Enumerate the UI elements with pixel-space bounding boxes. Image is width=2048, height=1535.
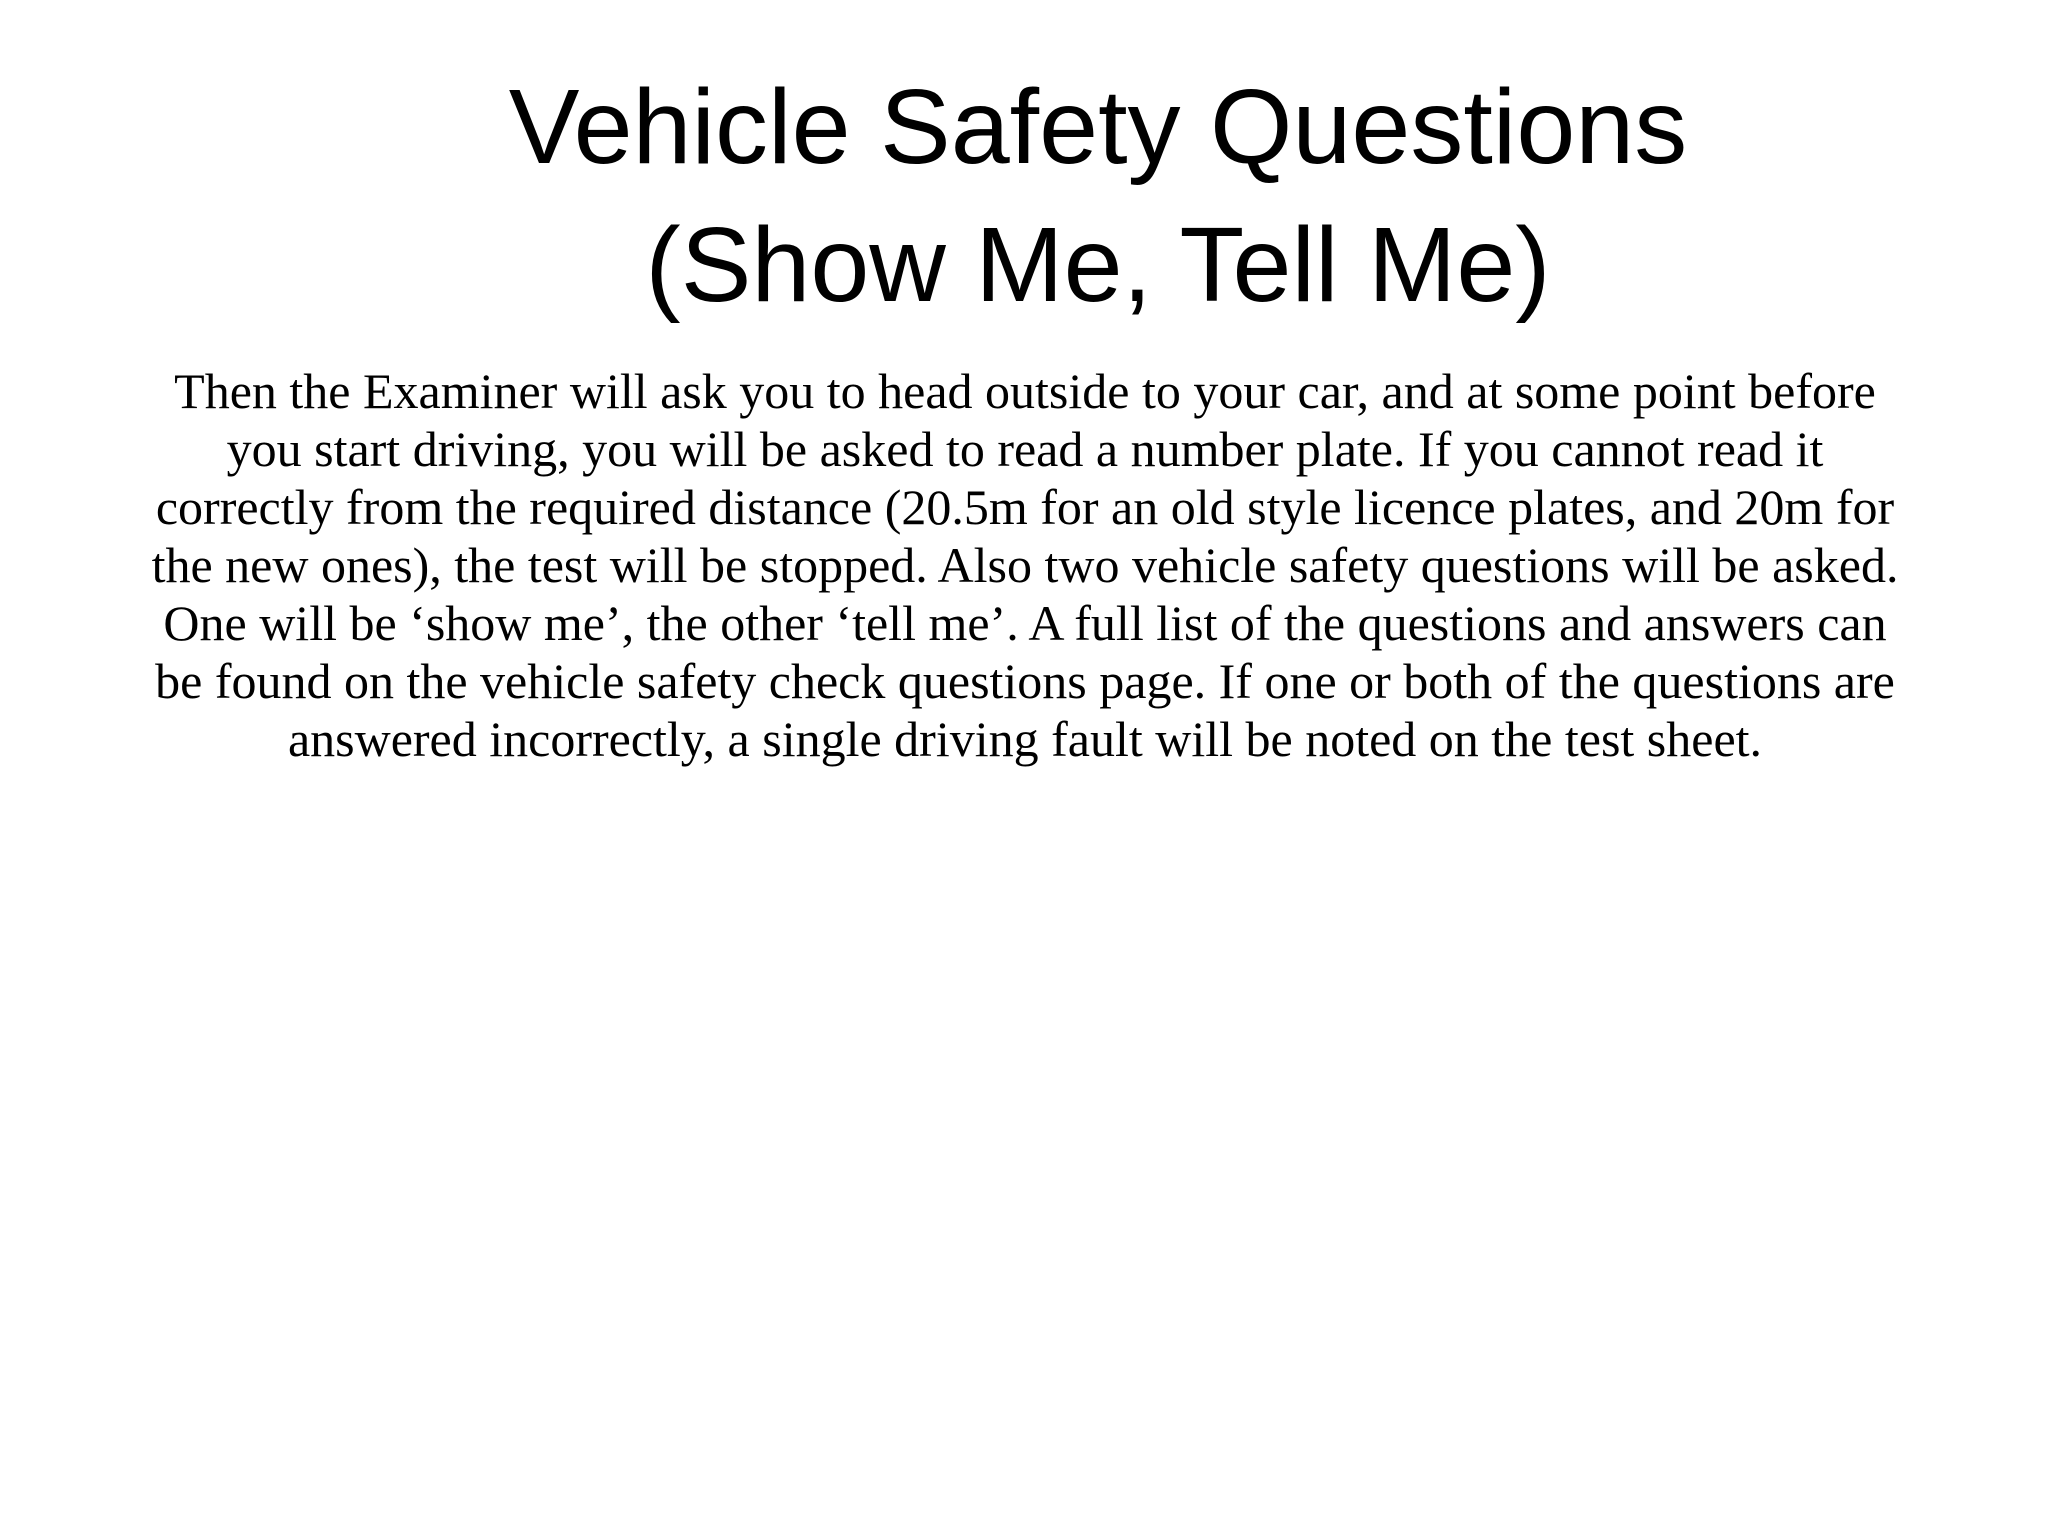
body-line-1: Then the Examiner will ask you to head outside to your car, and at some point before xyxy=(174,363,1876,419)
slide-title xyxy=(398,58,1798,334)
body-line-6: be found on the vehicle safety check questions page. If one or both of the questions are xyxy=(155,653,1895,709)
body-line-2: you start driving, you will be asked to read a number plate. If you cannot read it xyxy=(226,421,1824,477)
slide-title-line-2: (Show Me, Tell Me) xyxy=(645,206,1551,324)
body-line-3: correctly from the required distance (20.5m for an old style licence plates, and 20m for xyxy=(155,479,1895,535)
body-line-4: the new ones), the test will be stopped. Also two vehicle safety questions will be asked. xyxy=(151,537,1899,593)
body-line-5: One will be ‘show me’, the other ‘tell me’. A full list of the questions and answers can xyxy=(163,595,1887,651)
slide-body-text xyxy=(105,362,1945,768)
slide-title-line-1: Vehicle Safety Questions xyxy=(508,68,1688,186)
body-line-7: answered incorrectly, a single driving fault will be noted on the test sheet. xyxy=(287,711,1763,767)
